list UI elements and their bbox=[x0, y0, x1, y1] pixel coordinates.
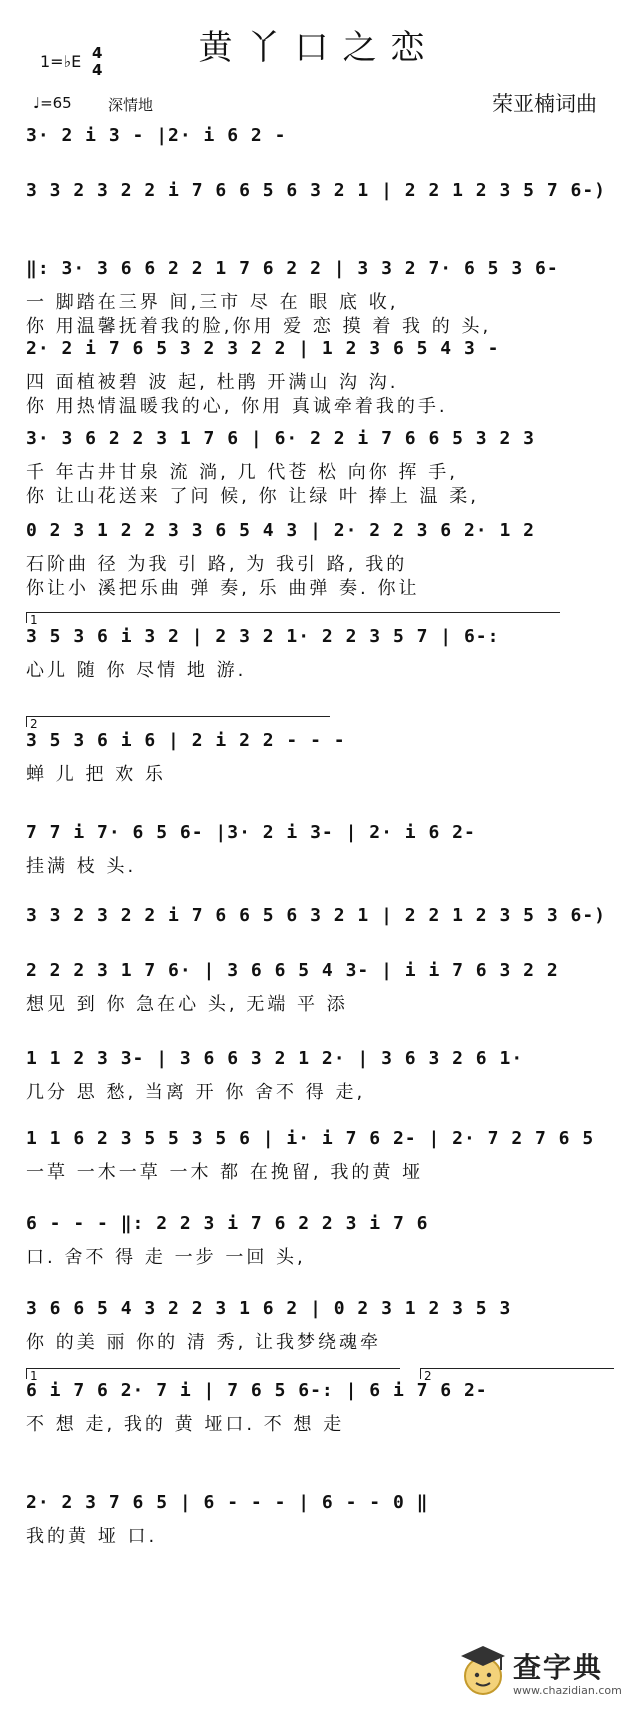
note-line: 6 i 7 6 2· 7 i | 7 6 5 6-: | 6 i 7 6 2- bbox=[26, 1380, 488, 1401]
note-line: 3 6 6 5 4 3 2 2 3 1 6 2 | 0 2 3 1 2 3 5 3 bbox=[26, 1298, 512, 1319]
note-line: 3 3 2 3 2 2 i 7 6 6 5 6 3 2 1 | 2 2 1 2 3 5 7 6-) bbox=[26, 180, 607, 201]
note-line: 7 7 i 7· 6 5 6- |3· 2 i 3- | 2· i 6 2- bbox=[26, 822, 476, 843]
lyric-line-second-verse: 你 用温馨抚着我的脸,你用 爱 恋 摸 着 我 的 头, bbox=[26, 316, 492, 337]
note-line: 2· 2 i 7 6 5 3 2 3 2 2 | 1 2 3 6 5 4 3 - bbox=[26, 338, 500, 359]
lyric-line: 几分 思 愁, 当离 开 你 舍不 得 走, bbox=[26, 1082, 366, 1103]
time-bottom: 4 bbox=[92, 61, 103, 79]
lyric-line: 挂满 枝 头. bbox=[26, 856, 137, 877]
volta-first-ending: 1 bbox=[26, 612, 560, 623]
time-top: 4 bbox=[92, 44, 103, 62]
lyric-line: 想见 到 你 急在心 头, 无端 平 添 bbox=[26, 994, 348, 1015]
author-credit: 荣亚楠词曲 bbox=[492, 92, 597, 116]
lyric-line: 石阶曲 径 为我 引 路, 为 我引 路, 我的 bbox=[26, 554, 408, 575]
lyric-line: 口. 舍不 得 走 一步 一回 头, bbox=[26, 1247, 306, 1268]
expression-marking: 深情地 bbox=[108, 96, 154, 114]
note-line: 2 2 2 3 1 7 6· | 3 6 6 5 4 3- | i i 7 6 3 2 2 bbox=[26, 960, 559, 981]
lyric-line: 一草 一木一草 一木 都 在挽留, 我的黄 垭 bbox=[26, 1162, 424, 1183]
note-line: 1 1 6 2 3 5 5 3 5 6 | i· i 7 6 2- | 2· 7 2 7 6 5 bbox=[26, 1128, 595, 1149]
tempo-marking: ♩=65 bbox=[33, 94, 72, 112]
page-title: 黄丫口之恋 bbox=[198, 28, 439, 68]
key-signature: 1=♭E bbox=[40, 52, 82, 71]
note-line: 1 1 2 3 3- | 3 6 6 3 2 1 2· | 3 6 3 2 6 1· bbox=[26, 1048, 524, 1069]
lyric-line: 蝉 儿 把 欢 乐 bbox=[26, 764, 166, 785]
note-line: 2· 2 3 7 6 5 | 6 - - - | 6 - - 0 ‖ bbox=[26, 1492, 429, 1513]
site-logo bbox=[455, 1640, 630, 1702]
lyric-line: 我的黄 垭 口. bbox=[26, 1526, 158, 1547]
lyric-line-second-verse: 你 让山花送来 了问 候, 你 让绿 叶 捧上 温 柔, bbox=[26, 486, 479, 507]
note-line: 3· 2 i 3 - |2· i 6 2 - bbox=[26, 125, 287, 146]
lyric-line: 四 面植被碧 波 起, 杜鹃 开满山 沟 沟. bbox=[26, 372, 399, 393]
note-line: 6 - - - ‖: 2 2 3 i 7 6 2 2 3 i 7 6 bbox=[26, 1213, 429, 1234]
lyric-line: 一 脚踏在三界 间,三市 尽 在 眼 底 收, bbox=[26, 292, 399, 313]
time-signature bbox=[92, 45, 102, 79]
lyric-line-second-verse: 你 用热情温暖我的心, 你用 真诚牵着我的手. bbox=[26, 396, 448, 417]
volta-first-ending: 1 bbox=[26, 1368, 400, 1379]
note-line: 3 5 3 6 i 3 2 | 2 3 2 1· 2 2 3 5 7 | 6-: bbox=[26, 626, 500, 647]
mortarboard-icon bbox=[457, 1642, 509, 1700]
note-line: 3 3 2 3 2 2 i 7 6 6 5 6 3 2 1 | 2 2 1 2 3 5 3 6-) bbox=[26, 905, 607, 926]
note-line: ‖: 3· 3 6 6 2 2 1 7 6 2 2 | 3 3 2 7· 6 5 3 6- bbox=[26, 258, 559, 279]
lyric-line-second-verse: 你让小 溪把乐曲 弹 奏, 乐 曲弹 奏. 你让 bbox=[26, 578, 420, 599]
note-line: 3 5 3 6 i 6 | 2 i 2 2 - - - bbox=[26, 730, 346, 751]
note-line: 3· 3 6 2 2 3 1 7 6 | 6· 2 2 i 7 6 6 5 3 2 3 bbox=[26, 428, 535, 449]
lyric-line: 心儿 随 你 尽情 地 游. bbox=[26, 660, 247, 681]
logo-text: 查字典 bbox=[513, 1651, 604, 1684]
note-line: 0 2 3 1 2 2 3 3 6 5 4 3 | 2· 2 2 3 6 2· 1 2 bbox=[26, 520, 535, 541]
lyric-line: 不 想 走, 我的 黄 垭口. 不 想 走 bbox=[26, 1414, 345, 1435]
lyric-line: 千 年古井甘泉 流 淌, 几 代苍 松 向你 挥 手, bbox=[26, 462, 458, 483]
lyric-line: 你 的美 丽 你的 清 秀, 让我梦绕魂牵 bbox=[26, 1332, 382, 1353]
volta-second-ending: 2 bbox=[420, 1368, 614, 1379]
volta-second-ending: 2 bbox=[26, 716, 330, 727]
logo-url: www.chazidian.com bbox=[513, 1684, 622, 1697]
